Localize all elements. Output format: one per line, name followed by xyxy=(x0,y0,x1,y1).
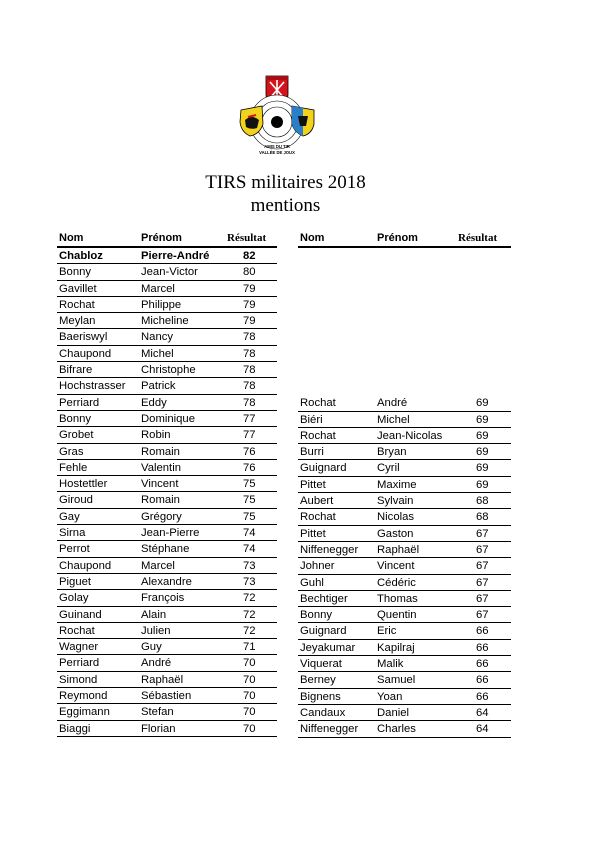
cell-nom: Rochat xyxy=(59,624,95,637)
cell-resultat: 64 xyxy=(476,723,489,736)
table-row xyxy=(57,444,277,460)
table-row xyxy=(57,558,277,574)
table-header xyxy=(57,231,277,248)
table-row xyxy=(57,313,277,329)
table-row xyxy=(57,378,277,394)
table-row xyxy=(298,509,511,525)
cell-nom: Piguet xyxy=(59,575,92,588)
cell-resultat: 70 xyxy=(243,722,256,735)
cell-prenom: François xyxy=(141,592,185,605)
table-row xyxy=(298,526,511,542)
cell-nom: Guignard xyxy=(300,625,347,638)
cell-nom: Guhl xyxy=(300,576,324,589)
page-title: TIRS militaires 2018 xyxy=(205,172,366,193)
cell-resultat: 75 xyxy=(243,478,256,491)
cell-nom: Wagner xyxy=(59,641,99,654)
cell-prenom: Michel xyxy=(141,347,174,360)
cell-resultat: 69 xyxy=(476,413,489,426)
cell-nom: Niffenegger xyxy=(300,543,359,556)
cell-nom: Rochat xyxy=(300,397,336,410)
table-row xyxy=(57,655,277,671)
cell-resultat: 78 xyxy=(243,380,256,393)
cell-prenom: Romain xyxy=(141,445,180,458)
cell-resultat: 69 xyxy=(476,429,489,442)
cell-resultat: 67 xyxy=(476,527,489,540)
cell-prenom: Kapilraj xyxy=(377,641,415,654)
cell-prenom: Alexandre xyxy=(141,575,192,588)
table-row xyxy=(57,672,277,688)
cell-nom: Burri xyxy=(300,446,324,459)
cell-nom: Johner xyxy=(300,560,335,573)
cell-prenom: Julien xyxy=(141,624,171,637)
cell-prenom: Daniel xyxy=(377,706,410,719)
cell-nom: Rochat xyxy=(300,511,336,524)
table-row xyxy=(57,541,277,557)
cell-resultat: 69 xyxy=(476,462,489,475)
cell-prenom: Bryan xyxy=(377,446,407,459)
cell-resultat: 72 xyxy=(243,592,256,605)
cell-prenom: Philippe xyxy=(141,298,182,311)
cell-nom: Perriard xyxy=(59,396,100,409)
header-nom: Nom xyxy=(59,232,84,244)
table-row xyxy=(57,297,277,313)
cell-nom: Golay xyxy=(59,592,89,605)
logo-caption-bottom: VALLÉE DE JOUX xyxy=(259,150,295,155)
cell-nom: Biaggi xyxy=(59,722,91,735)
cell-nom: Guinand xyxy=(59,608,102,621)
cell-resultat: 79 xyxy=(243,282,256,295)
cell-prenom: Thomas xyxy=(377,592,418,605)
table-row xyxy=(298,395,511,411)
cell-resultat: 71 xyxy=(243,641,256,654)
cell-prenom: Maxime xyxy=(377,478,417,491)
cell-prenom: Vincent xyxy=(141,478,179,491)
header-resultat: Résultat xyxy=(227,232,267,244)
cell-resultat: 70 xyxy=(243,690,256,703)
cell-nom: Pittet xyxy=(300,478,326,491)
cell-prenom: Stéphane xyxy=(141,543,190,556)
cell-nom: Viquerat xyxy=(300,658,342,671)
cell-nom: Rochat xyxy=(300,429,336,442)
table-row xyxy=(298,623,511,639)
cell-resultat: 75 xyxy=(243,494,256,507)
cell-prenom: Jean-Victor xyxy=(141,266,198,279)
club-logo xyxy=(232,72,322,164)
cell-resultat: 72 xyxy=(243,608,256,621)
cell-resultat: 82 xyxy=(243,250,256,262)
cell-nom: Eggimann xyxy=(59,706,110,719)
cell-nom: Baeriswyl xyxy=(59,331,108,344)
page-subtitle: mentions xyxy=(250,195,321,216)
cell-prenom: Robin xyxy=(141,429,171,442)
table-row xyxy=(57,476,277,492)
table-row xyxy=(57,264,277,280)
table-row xyxy=(57,607,277,623)
table-row xyxy=(298,428,511,444)
cell-resultat: 78 xyxy=(243,347,256,360)
logo-caption-top: AMIS DU TIR xyxy=(264,144,290,149)
cell-prenom: Jean-Pierre xyxy=(141,527,200,540)
cell-nom: Bignens xyxy=(300,690,341,703)
cell-nom: Chaupond xyxy=(59,559,112,572)
cell-nom: Perriard xyxy=(59,657,100,670)
cell-resultat: 68 xyxy=(476,495,489,508)
table-body xyxy=(57,248,277,737)
cell-prenom: Marcel xyxy=(141,282,175,295)
cell-nom: Biéri xyxy=(300,413,323,426)
cell-prenom: Raphaël xyxy=(141,673,184,686)
table-row xyxy=(298,705,511,721)
cell-nom: Gay xyxy=(59,510,80,523)
cell-prenom: Dominique xyxy=(141,412,196,425)
table-row xyxy=(57,574,277,590)
cell-resultat: 68 xyxy=(476,511,489,524)
cell-nom: Guignard xyxy=(300,462,347,475)
cell-resultat: 66 xyxy=(476,641,489,654)
cell-resultat: 73 xyxy=(243,575,256,588)
cell-prenom: Eddy xyxy=(141,396,167,409)
cell-resultat: 76 xyxy=(243,461,256,474)
table-row xyxy=(298,575,511,591)
table-row xyxy=(57,411,277,427)
cell-resultat: 78 xyxy=(243,364,256,377)
cell-prenom: Yoan xyxy=(377,690,403,703)
cell-resultat: 78 xyxy=(243,396,256,409)
table-row xyxy=(57,329,277,345)
cell-prenom: Michel xyxy=(377,413,410,426)
table-row xyxy=(57,346,277,362)
cell-prenom: Gaston xyxy=(377,527,414,540)
cell-prenom: Samuel xyxy=(377,674,416,687)
table-row xyxy=(57,509,277,525)
table-row xyxy=(57,362,277,378)
table-row xyxy=(298,656,511,672)
cell-nom: Gavillet xyxy=(59,282,97,295)
table-row xyxy=(57,248,277,264)
cell-resultat: 80 xyxy=(243,266,256,279)
cell-nom: Fehle xyxy=(59,461,88,474)
cell-prenom: Eric xyxy=(377,625,397,638)
cell-resultat: 79 xyxy=(243,298,256,311)
cell-prenom: Jean-Nicolas xyxy=(377,429,443,442)
cell-prenom: Malik xyxy=(377,658,404,671)
cell-prenom: Nancy xyxy=(141,331,174,344)
cell-prenom: Charles xyxy=(377,723,416,736)
cell-resultat: 67 xyxy=(476,560,489,573)
cell-nom: Rochat xyxy=(59,298,95,311)
cell-resultat: 70 xyxy=(243,657,256,670)
cell-resultat: 74 xyxy=(243,527,256,540)
cell-nom: Jeyakumar xyxy=(300,641,356,654)
table-row xyxy=(57,427,277,443)
cell-resultat: 75 xyxy=(243,510,256,523)
cell-resultat: 66 xyxy=(476,690,489,703)
cell-nom: Aubert xyxy=(300,495,334,508)
cell-resultat: 66 xyxy=(476,674,489,687)
table-row xyxy=(298,558,511,574)
cell-resultat: 66 xyxy=(476,625,489,638)
table-row xyxy=(57,623,277,639)
table-header xyxy=(298,231,511,248)
cell-prenom: Sébastien xyxy=(141,690,192,703)
table-row xyxy=(298,607,511,623)
header-prenom: Prénom xyxy=(377,232,418,244)
cell-prenom: Stefan xyxy=(141,706,174,719)
table-gap xyxy=(298,248,511,395)
cell-resultat: 67 xyxy=(476,609,489,622)
cell-prenom: Christophe xyxy=(141,364,196,377)
cell-prenom: Pierre-André xyxy=(141,250,210,262)
table-body xyxy=(298,395,511,737)
cell-resultat: 70 xyxy=(243,673,256,686)
table-row xyxy=(57,688,277,704)
cell-prenom: Alain xyxy=(141,608,167,621)
table-row xyxy=(298,672,511,688)
cell-resultat: 77 xyxy=(243,412,256,425)
cell-prenom: André xyxy=(141,657,172,670)
cell-nom: Simond xyxy=(59,673,98,686)
cell-prenom: Grégory xyxy=(141,510,182,523)
cell-resultat: 67 xyxy=(476,592,489,605)
cell-prenom: Micheline xyxy=(141,315,189,328)
cell-nom: Bonny xyxy=(59,412,92,425)
cell-nom: Bonny xyxy=(300,609,333,622)
cell-prenom: Vincent xyxy=(377,560,415,573)
cell-nom: Bonny xyxy=(59,266,92,279)
cell-resultat: 77 xyxy=(243,429,256,442)
cell-prenom: Quentin xyxy=(377,609,417,622)
cell-nom: Bifrare xyxy=(59,364,93,377)
table-row xyxy=(57,492,277,508)
cell-nom: Perrot xyxy=(59,543,90,556)
cell-resultat: 72 xyxy=(243,624,256,637)
cell-prenom: Marcel xyxy=(141,559,175,572)
cell-prenom: Cédéric xyxy=(377,576,416,589)
cell-prenom: Romain xyxy=(141,494,180,507)
cell-prenom: Guy xyxy=(141,641,162,654)
table-row xyxy=(298,689,511,705)
cell-resultat: 69 xyxy=(476,446,489,459)
cell-resultat: 70 xyxy=(243,706,256,719)
results-table-left xyxy=(57,231,277,737)
cell-nom: Bechtiger xyxy=(300,592,348,605)
cell-nom: Grobet xyxy=(59,429,94,442)
table-row xyxy=(298,412,511,428)
cell-resultat: 67 xyxy=(476,543,489,556)
cell-prenom: Sylvain xyxy=(377,495,414,508)
cell-resultat: 74 xyxy=(243,543,256,556)
cell-resultat: 66 xyxy=(476,658,489,671)
cell-prenom: Nicolas xyxy=(377,511,415,524)
cell-nom: Hochstrasser xyxy=(59,380,126,393)
table-row xyxy=(298,493,511,509)
cell-resultat: 79 xyxy=(243,315,256,328)
header-resultat: Résultat xyxy=(458,232,498,244)
cell-resultat: 73 xyxy=(243,559,256,572)
cell-resultat: 69 xyxy=(476,397,489,410)
cell-nom: Chabloz xyxy=(59,250,103,262)
header-prenom: Prénom xyxy=(141,232,182,244)
cell-prenom: André xyxy=(377,397,408,410)
cell-nom: Meylan xyxy=(59,315,96,328)
table-row xyxy=(57,721,277,737)
cell-nom: Chaupond xyxy=(59,347,112,360)
cell-resultat: 67 xyxy=(476,576,489,589)
cell-nom: Pittet xyxy=(300,527,326,540)
cell-prenom: Patrick xyxy=(141,380,176,393)
table-row xyxy=(57,590,277,606)
table-row xyxy=(57,704,277,720)
cell-nom: Reymond xyxy=(59,690,108,703)
table-row xyxy=(298,591,511,607)
cell-nom: Gras xyxy=(59,445,84,458)
table-row xyxy=(57,395,277,411)
cell-resultat: 76 xyxy=(243,445,256,458)
table-row xyxy=(298,477,511,493)
cell-resultat: 69 xyxy=(476,478,489,491)
table-row xyxy=(57,525,277,541)
cell-prenom: Cyril xyxy=(377,462,400,475)
cell-resultat: 78 xyxy=(243,331,256,344)
table-row xyxy=(57,281,277,297)
results-table-right xyxy=(298,231,511,738)
cell-nom: Niffenegger xyxy=(300,723,359,736)
cell-prenom: Valentin xyxy=(141,461,181,474)
table-row xyxy=(298,444,511,460)
table-row xyxy=(298,542,511,558)
cell-nom: Hostettler xyxy=(59,478,108,491)
cell-prenom: Raphaël xyxy=(377,543,420,556)
cell-nom: Giroud xyxy=(59,494,93,507)
table-row xyxy=(57,460,277,476)
table-row xyxy=(298,721,511,737)
cell-nom: Candaux xyxy=(300,706,346,719)
header-nom: Nom xyxy=(300,232,325,244)
table-row xyxy=(298,640,511,656)
cell-nom: Sirna xyxy=(59,527,86,540)
cell-resultat: 64 xyxy=(476,706,489,719)
table-row xyxy=(57,639,277,655)
cell-nom: Berney xyxy=(300,674,336,687)
table-row xyxy=(298,460,511,476)
cell-prenom: Florian xyxy=(141,722,176,735)
